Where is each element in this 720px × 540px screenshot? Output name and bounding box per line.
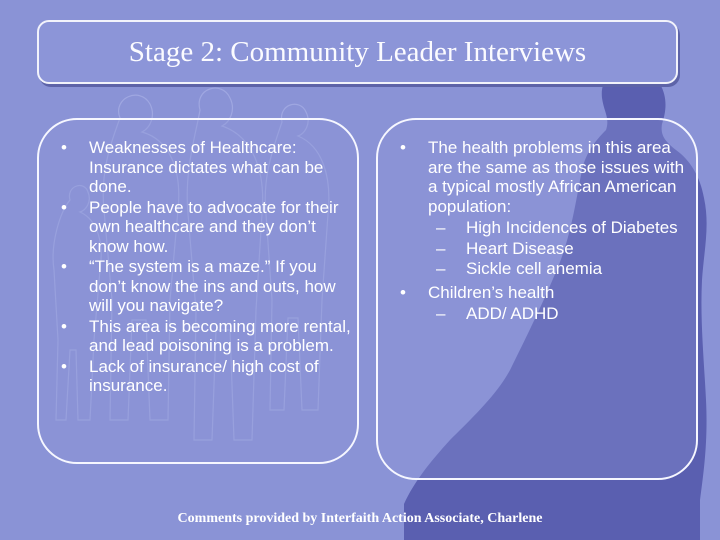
sub-list-item	[428, 239, 692, 259]
right-panel	[376, 118, 698, 480]
bullet-marker: •	[61, 138, 67, 157]
footer-credit: Comments provided by Interfaith Action Associate, Charlene	[177, 511, 543, 526]
bullet-text: This area is becoming more rental, and lead poisoning is a problem.	[89, 316, 351, 355]
bullet-text: People have to advocate for their own healthcare and they don’t know how.	[89, 197, 339, 256]
dash-marker: –	[436, 259, 446, 278]
sub-list-item	[428, 259, 692, 279]
bullet-marker: •	[400, 138, 406, 157]
left-bullet-list	[57, 138, 353, 397]
list-item	[57, 138, 353, 197]
sub-list	[428, 304, 692, 324]
list-item	[57, 198, 353, 257]
bullet-marker: •	[61, 316, 67, 336]
list-item	[57, 257, 353, 316]
sub-item-text: Heart Disease	[466, 238, 574, 258]
bullet-text: Children’s health	[428, 282, 555, 302]
sub-item-text: High Incidences of Diabetes	[466, 218, 678, 237]
list-item	[57, 357, 353, 396]
list-item	[396, 138, 692, 279]
bullet-text: Lack of insurance/ high cost of insurance.	[89, 356, 319, 395]
sub-item-text: Sickle cell anemia	[466, 259, 603, 278]
sub-list	[428, 218, 692, 279]
bullet-text: “The system is a maze.” If you don’t know the ins and outs, how will you navigate?	[89, 257, 336, 315]
list-item	[57, 317, 353, 356]
dash-marker: –	[436, 238, 446, 258]
list-item	[396, 283, 692, 324]
bullet-text: The health problems in this area are the same as those issues with a typical mostly African American population:	[428, 138, 685, 216]
right-bullet-list	[396, 138, 692, 328]
bullet-marker: •	[61, 197, 67, 217]
dash-marker: –	[436, 218, 446, 237]
sub-list-item	[428, 304, 692, 324]
left-panel	[37, 118, 359, 464]
sub-list-item	[428, 218, 692, 238]
bullet-marker: •	[61, 356, 67, 376]
title-box	[37, 20, 678, 84]
dash-marker: –	[436, 304, 446, 323]
sub-item-text: ADD/ ADHD	[466, 304, 559, 323]
bullet-marker: •	[61, 257, 67, 276]
bullet-text: Weaknesses of Healthcare: Insurance dictates what can be done.	[89, 138, 324, 196]
slide-title: Stage 2: Community Leader Interviews	[128, 35, 587, 68]
bullet-marker: •	[400, 282, 406, 302]
